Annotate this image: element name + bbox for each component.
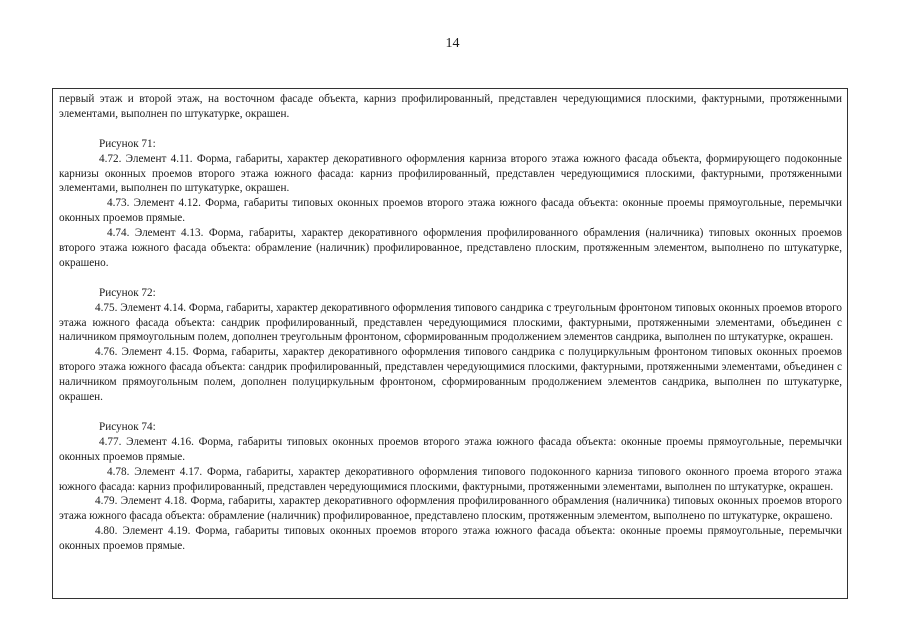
paragraph-4-75: 4.75. Элемент 4.14. Форма, габариты, характер декоративного оформления типового сандрика с треугольным фронтоном типовых оконных проемов второго этажа южного фасада объекта: сандрик профилированный, представлен чередующимися плоскими, фактурными, протяженными элементами, объединен с наличником прямоугольным полем, дополнен треугольным фронтоном, сформированным продолжением элементов сандрика, выполнен по штукатурке, окрашен.: [59, 301, 842, 344]
figure-caption-74: Рисунок 74:: [99, 420, 156, 433]
paragraph-4-76: 4.76. Элемент 4.15. Форма, габариты, характер декоративного оформления типового сандрика с полуциркульным фронтоном типовых оконных проемов второго этажа южного фасада объекта: сандрик профилированный, представлен чередующимися плоскими, фактурными, протяженными элементами, объединен с наличником прямоугольным полем, дополнен полуциркульным фронтоном, сформированным продолжением элементов сандрика, выполнен по штукатурке, окрашен.: [59, 346, 842, 404]
figure-caption-72: Рисунок 72:: [99, 286, 156, 299]
paragraph-4-74: 4.74. Элемент 4.13. Форма, габариты, характер декоративного оформления профилированного обрамления (наличника) типовых оконных проемов второго этажа южного фасада объекта: обрамление (наличник) профилированное, представлено плоским, протяженным элементом, выполнено по штукатурке, окрашено.: [59, 227, 842, 269]
paragraph-4-78: 4.78. Элемент 4.17. Форма, габариты, характер декоративного оформления типового подоконного карниза типового оконного проема второго этажа южного фасада: карниз профилированный, представлен чередующимися плоскими, фактурными, протяженными элементами, выполнен по штукатурке, окрашен.: [59, 465, 842, 493]
intro-paragraph: первый этаж и второй этаж, на восточном фасаде объекта, карниз профилированный, представлен чередующимися плоскими, фактурными, протяженными элементами, выполнен по штукатурке, окрашен.: [59, 93, 842, 120]
spacer: [59, 405, 842, 420]
paragraph-4-80: 4.80. Элемент 4.19. Форма, габариты типовых оконных проемов второго этажа южного фасада объекта: оконные проемы прямоугольные, перемычки оконных проемов прямые.: [59, 525, 842, 553]
paragraph-4-79: 4.79. Элемент 4.18. Форма, габариты, характер декоративного оформления профилированного обрамления (наличника) типовых оконных проемов второго этажа южного фасада объекта: обрамление (наличник) профилированное, представлено плоским, протяженным элементом, выполнено по штукатурке, окрашено.: [59, 495, 842, 523]
spacer: [59, 271, 842, 286]
spacer: [59, 122, 842, 137]
text-box: [52, 88, 848, 599]
page-number: 14: [445, 36, 460, 51]
paragraph-4-77: 4.77. Элемент 4.16. Форма, габариты типовых оконных проемов второго этажа южного фасада объекта: оконные проемы прямоугольные, перемычки оконных проемов прямые.: [59, 435, 842, 463]
paragraph-4-73: 4.73. Элемент 4.12. Форма, габариты типовых оконных проемов второго этажа южного фасада объекта: оконные проемы прямоугольные, перемычки оконных проемов прямые.: [59, 197, 842, 225]
paragraph-4-72: 4.72. Элемент 4.11. Форма, габариты, характер декоративного оформления карниза второго этажа южного фасада объекта, формирующего подоконные карнизы оконных проемов второго этажа южного фасада: карниз профилированный, представлен чередующимися плоскими, фактурными, протяженными элементами, выполнен по штукатурке, окрашен.: [59, 152, 842, 195]
figure-caption-71: Рисунок 71:: [99, 137, 156, 150]
